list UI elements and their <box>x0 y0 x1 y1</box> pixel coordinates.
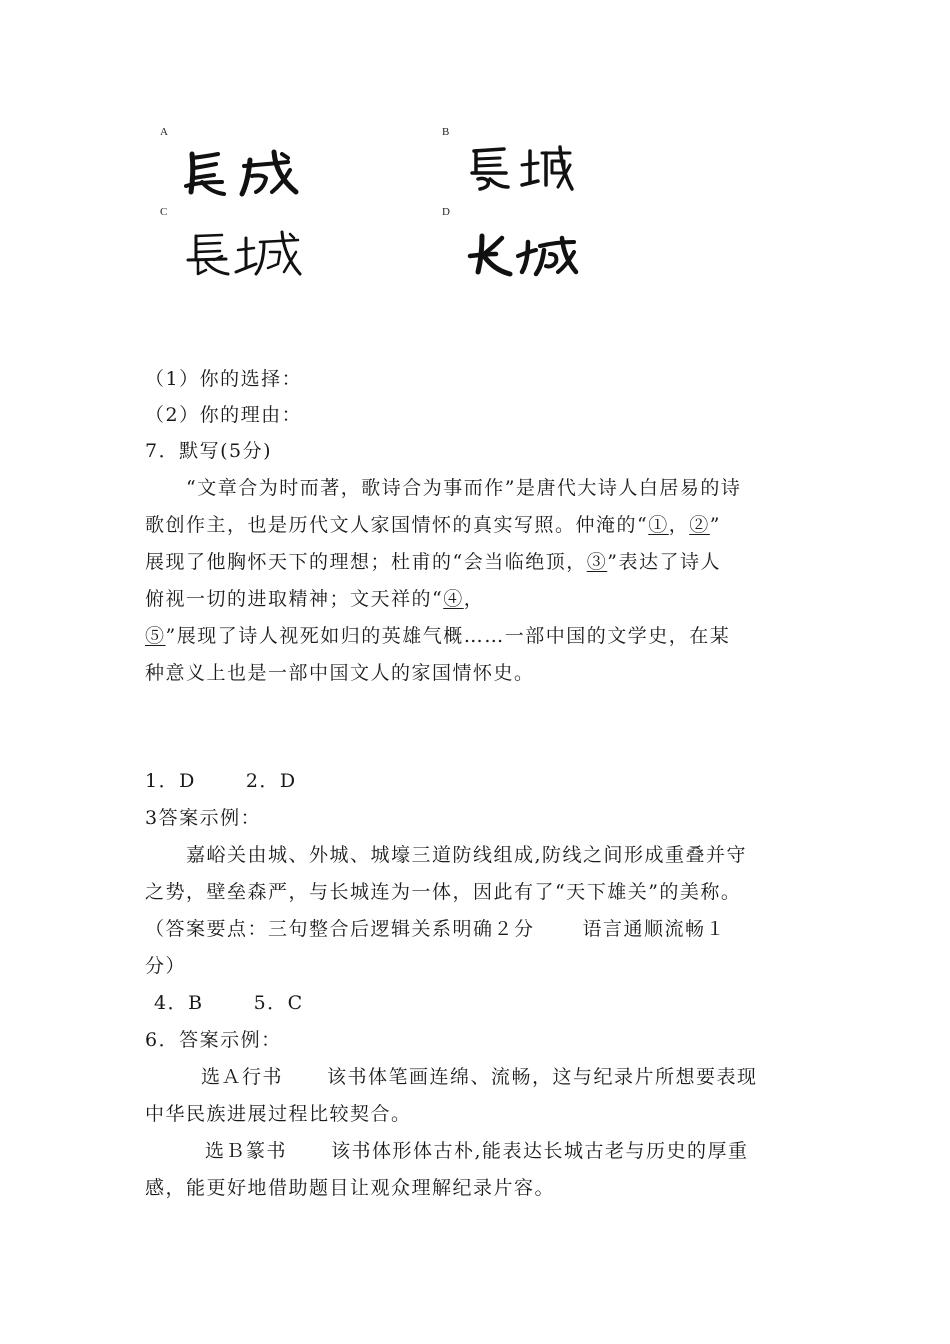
answer-6-line-3: 选Ｂ篆书 该书体形体古朴,能表达长城古老与历史的厚重 <box>205 1140 749 1162</box>
answer-3-line-2: 之势，壁垒森严，与长城连为一体，因此有了“天下雄关”的美称。 <box>145 881 742 903</box>
q6-reason-prompt: （2）你的理由： <box>145 404 303 426</box>
answer-1-2 <box>145 769 297 793</box>
answer-3-line-3: （答案要点：三句整合后逻辑关系明确２分 语言通顺流畅１ <box>145 918 727 940</box>
option-a-letter: A <box>160 126 168 138</box>
option-d-calligraphy-image <box>466 232 581 278</box>
option-a-calligraphy-image <box>178 148 303 198</box>
answer-5: 5．C <box>253 992 304 1014</box>
q7-title: 7．默写(5分) <box>145 440 273 462</box>
answer-6-line-2: 中华民族进展过程比较契合。 <box>145 1103 412 1125</box>
blank-4: ④ <box>443 588 464 610</box>
answer-6-title: 6．答案示例： <box>145 1029 282 1051</box>
answer-3-line-1: 嘉峪关由城、外城、城壕三道防线组成,防线之间形成重叠并守 <box>186 844 748 866</box>
option-d-letter: D <box>442 206 450 218</box>
option-b-calligraphy-image <box>466 143 576 193</box>
q7-paragraph-line-6: 种意义上也是一部中国文人的家国情怀史。 <box>145 662 535 684</box>
q7-paragraph-line-1: “文章合为时而著，歌诗合为事而作”是唐代大诗人白居易的诗 <box>186 477 742 499</box>
blank-1: ① <box>648 514 669 536</box>
option-b-letter: B <box>442 126 450 138</box>
blank-2: ② <box>689 514 710 536</box>
answer-6-line-1: 选Ａ行书 该书体笔画连绵、流畅，这与纪录片所想要表现 <box>201 1066 758 1088</box>
answer-2: 2．D <box>245 770 297 792</box>
option-c-letter: C <box>160 206 168 218</box>
answer-4-5 <box>154 991 304 1015</box>
option-c-calligraphy-image <box>184 230 304 278</box>
q6-choice-prompt: （1）你的选择： <box>145 368 303 390</box>
answer-4: 4．B <box>154 992 204 1014</box>
q7-paragraph-line-3: 展现了他胸怀天下的理想；杜甫的“会当临绝顶，③”表达了诗人 <box>145 551 721 573</box>
answer-3-line-4: 分） <box>145 955 187 977</box>
q7-paragraph-line-4: 俯视一切的进取精神；文天祥的“④， <box>145 588 485 610</box>
answer-3-title: 3答案示例： <box>145 807 262 829</box>
q7-paragraph-line-5: ⑤”展现了诗人视死如归的英雄气概……一部中国的文学史，在某 <box>145 625 731 647</box>
blank-3: ③ <box>586 551 608 573</box>
q7-paragraph-line-2: 歌创作主，也是历代文人家国情怀的真实写照。仲淹的“①，②” <box>145 514 721 536</box>
blank-5: ⑤ <box>145 625 166 647</box>
answer-1: 1．D <box>145 770 196 792</box>
answer-6-line-4: 感，能更好地借助题目让观众理解纪录片容。 <box>145 1177 556 1199</box>
